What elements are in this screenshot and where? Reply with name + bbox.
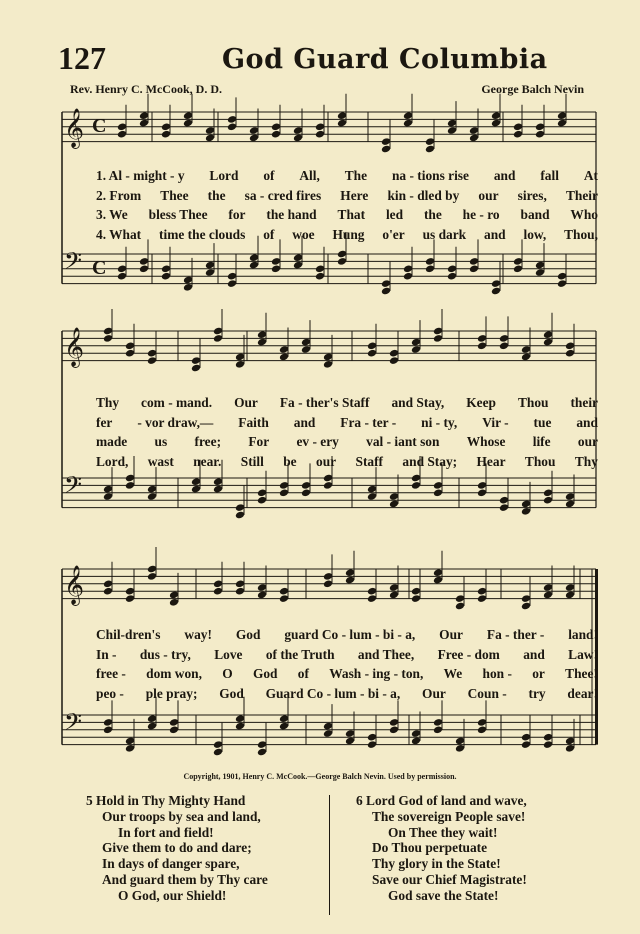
lyric-syllable: 2. From [96, 187, 142, 203]
lyric-line [96, 454, 598, 470]
lyric-syllable: their [570, 395, 598, 410]
stanza-line: The sovereign People save! [372, 808, 526, 824]
lyric-syllable: and [293, 414, 316, 430]
time-signature: C [92, 257, 107, 279]
treble-clef-icon: 𝄞 [64, 108, 85, 148]
stanza-line: O God, our Shield! [118, 887, 227, 903]
lyric-syllable: In - [96, 646, 117, 662]
lyric-syllable: o'er [382, 226, 405, 242]
lyric-syllable: wast [147, 453, 174, 469]
bass-clef-icon: 𝄢 [64, 247, 83, 280]
lyric-syllable: near. [193, 453, 222, 469]
lyric-line [96, 434, 598, 450]
hymn-title: God Guard Columbia [222, 44, 548, 75]
lyric-syllable: the hand [266, 207, 317, 222]
lyric-line [96, 227, 598, 243]
lyric-syllable: free; [194, 434, 222, 449]
lyric-syllable: Faith [238, 414, 269, 430]
lyric-syllable: Fra - ter - [340, 414, 397, 430]
lyric-syllable: Thy [574, 453, 598, 469]
lyric-line [96, 666, 598, 682]
lyric-line [96, 168, 598, 184]
lyric-syllable: band [520, 207, 550, 222]
lyric-line [96, 686, 598, 702]
lyric-syllable: Keep [466, 395, 496, 410]
lyric-syllable: Fa - ther - [486, 627, 545, 642]
lyric-syllable: All, [299, 168, 320, 183]
lyric-line [96, 207, 598, 223]
lyric-syllable: tue [533, 414, 552, 430]
lyric-syllable: Here [340, 187, 369, 203]
lyric-syllable: and [493, 168, 516, 183]
lyric-syllable: try [528, 685, 546, 701]
lyric-syllable: Fa - ther's Staff [279, 395, 370, 410]
lyric-syllable: Free - dom [437, 646, 500, 662]
lyric-syllable: ev - ery [296, 434, 339, 449]
lyric-syllable: God [252, 666, 278, 681]
lyric-line [96, 627, 598, 643]
lyric-syllable: low, [523, 226, 547, 242]
lyric-syllable: 3. We [96, 207, 128, 222]
lyric-syllable: and Stay, [391, 395, 445, 410]
stanza-line: On Thee they wait! [388, 824, 498, 840]
lyric-syllable: Thy [96, 395, 120, 410]
lyric-syllable: ple pray; [145, 685, 198, 701]
lyric-syllable: Staff [355, 453, 384, 469]
lyric-syllable: and [523, 646, 545, 662]
lyric-syllable: fall [540, 168, 559, 183]
stanza-line: Give them to do and dare; [102, 840, 252, 856]
lyric-syllable: our [478, 187, 499, 203]
lyric-syllable: Law! [568, 646, 598, 662]
lyric-syllable: At [583, 168, 598, 183]
lyric-syllable: be [283, 453, 297, 469]
lyric-syllable: Our [439, 627, 463, 642]
treble-clef-icon: 𝄞 [64, 327, 85, 367]
lyric-syllable: We [443, 666, 463, 681]
lyric-syllable: and Thee, [357, 646, 415, 662]
lyric-syllable: the [423, 207, 442, 222]
lyric-line [96, 647, 598, 663]
stanza-divider [329, 795, 330, 915]
lyric-syllable: Thou [517, 395, 549, 410]
lyric-syllable: woe [292, 226, 315, 242]
stanza-line: In fort and field! [118, 824, 214, 840]
lyric-syllable: and Stay; [402, 453, 458, 469]
lyric-syllable: made [96, 434, 128, 449]
treble-clef-icon: 𝄞 [64, 565, 85, 605]
lyric-syllable: Hung [332, 226, 365, 242]
stanza-line: And guard them by Thy care [102, 871, 268, 887]
lyric-syllable: That [337, 207, 366, 222]
lyric-line [96, 188, 598, 204]
lyric-syllable: or [532, 666, 545, 681]
lyric-syllable: of [263, 168, 275, 183]
composer-credit: George Balch Nevin [481, 82, 584, 96]
lyric-syllable: and [484, 226, 506, 242]
lyric-syllable: free - [96, 666, 126, 681]
lyric-syllable: God [235, 627, 261, 642]
lyric-syllable: dus - try, [139, 646, 191, 662]
stanza-line: 5 Hold in Thy Mighty Hand [86, 793, 246, 808]
lyric-syllable: ni - ty, [421, 414, 458, 430]
lyric-syllable: kin - dled by [387, 187, 460, 203]
lyric-syllable: Coun - [467, 685, 507, 701]
lyric-syllable: peo - [96, 685, 124, 701]
lyric-syllable: Our [234, 395, 258, 410]
lyric-syllable: life [532, 434, 551, 449]
lyric-syllable: of the Truth [265, 646, 335, 662]
lyric-syllable: he - ro [462, 207, 500, 222]
lyric-syllable: For [248, 434, 270, 449]
lyric-syllable: Thee [160, 187, 189, 203]
lyric-syllable: Whose [466, 434, 506, 449]
lyric-syllable: of [263, 226, 275, 242]
lyric-syllable: God [219, 685, 244, 701]
lyric-syllable: hon - [482, 666, 512, 681]
lyric-syllable: us [154, 434, 168, 449]
lyric-syllable: O [222, 666, 233, 681]
lyric-syllable: Our [422, 685, 446, 701]
lyric-line [96, 415, 598, 431]
lyric-syllable: Guard Co - lum - bi - a, [265, 685, 401, 701]
stanza-6 [356, 793, 527, 904]
stanza-line: Thy glory in the State! [372, 856, 501, 872]
lyric-syllable: Still [240, 453, 264, 469]
lyric-syllable: time the clouds [159, 226, 246, 242]
lyric-syllable: way! [184, 627, 212, 642]
stanza-line: Save our Chief Magistrate! [372, 871, 527, 887]
lyric-syllable: Thou [524, 453, 556, 469]
lyric-syllable: our [577, 434, 598, 449]
lyric-syllable: Hear [476, 453, 506, 469]
lyric-line [96, 395, 598, 411]
stanza-line: Our troops by sea and land, [102, 808, 261, 824]
lyric-syllable: com - mand. [141, 395, 213, 410]
lyric-syllable: val - iant son [366, 434, 440, 449]
lyric-syllable: Wash - ing - ton, [329, 666, 424, 681]
bass-clef-icon: 𝄢 [64, 708, 83, 741]
lyric-syllable: for [228, 207, 246, 222]
lyric-syllable: Thee! [565, 666, 598, 681]
lyric-syllable: led [385, 207, 404, 222]
lyric-syllable: Love [214, 646, 243, 662]
time-signature: C [92, 115, 107, 137]
author-credit: Rev. Henry C. McCook, D. D. [70, 82, 222, 96]
lyric-syllable: us dark [422, 226, 467, 242]
lyric-syllable: sires, [517, 187, 547, 203]
lyric-syllable: and [576, 414, 598, 430]
hymn-number: 127 [58, 40, 106, 76]
stanza-line: In days of danger spare, [102, 856, 240, 872]
lyric-syllable: na - tions rise [391, 168, 469, 183]
lyric-syllable: The [344, 168, 368, 183]
lyric-syllable: Thou, [564, 226, 598, 242]
lyric-syllable: fer [96, 414, 113, 430]
bass-clef-icon: 𝄢 [64, 471, 83, 504]
lyric-syllable: Lord, [96, 453, 129, 469]
lyric-syllable: bless Thee [148, 207, 208, 222]
lyric-syllable: 4. What [96, 226, 142, 242]
lyric-syllable: our [316, 453, 337, 469]
stanza-line: 6 Lord God of land and wave, [356, 793, 527, 808]
lyric-syllable: Lord [209, 168, 239, 183]
lyric-syllable: Their [565, 187, 598, 203]
lyric-syllable: 1. Al - might - y [96, 168, 185, 183]
copyright-notice: Copyright, 1901, Henry C. McCook.—George Balch Nevin. Used by permission. [183, 772, 457, 781]
stanza-5 [86, 793, 268, 904]
lyric-syllable: Chil-dren's [96, 627, 161, 642]
lyric-syllable: Who [570, 207, 598, 222]
lyric-syllable: the [207, 187, 226, 203]
lyric-syllable: guard Co - lum - bi - a, [284, 627, 416, 642]
lyric-syllable: of [297, 666, 309, 681]
lyric-syllable: Vir - [482, 414, 509, 430]
lyric-syllable: dom won, [146, 666, 202, 681]
stanza-line: Do Thou perpetuate [372, 840, 488, 856]
lyric-syllable: dear! [567, 685, 598, 701]
lyric-syllable: land! [568, 627, 598, 642]
lyric-syllable: sa - cred fires [244, 187, 322, 203]
lyric-syllable: - vor draw,— [137, 414, 214, 430]
stanza-line: God save the State! [388, 887, 499, 903]
